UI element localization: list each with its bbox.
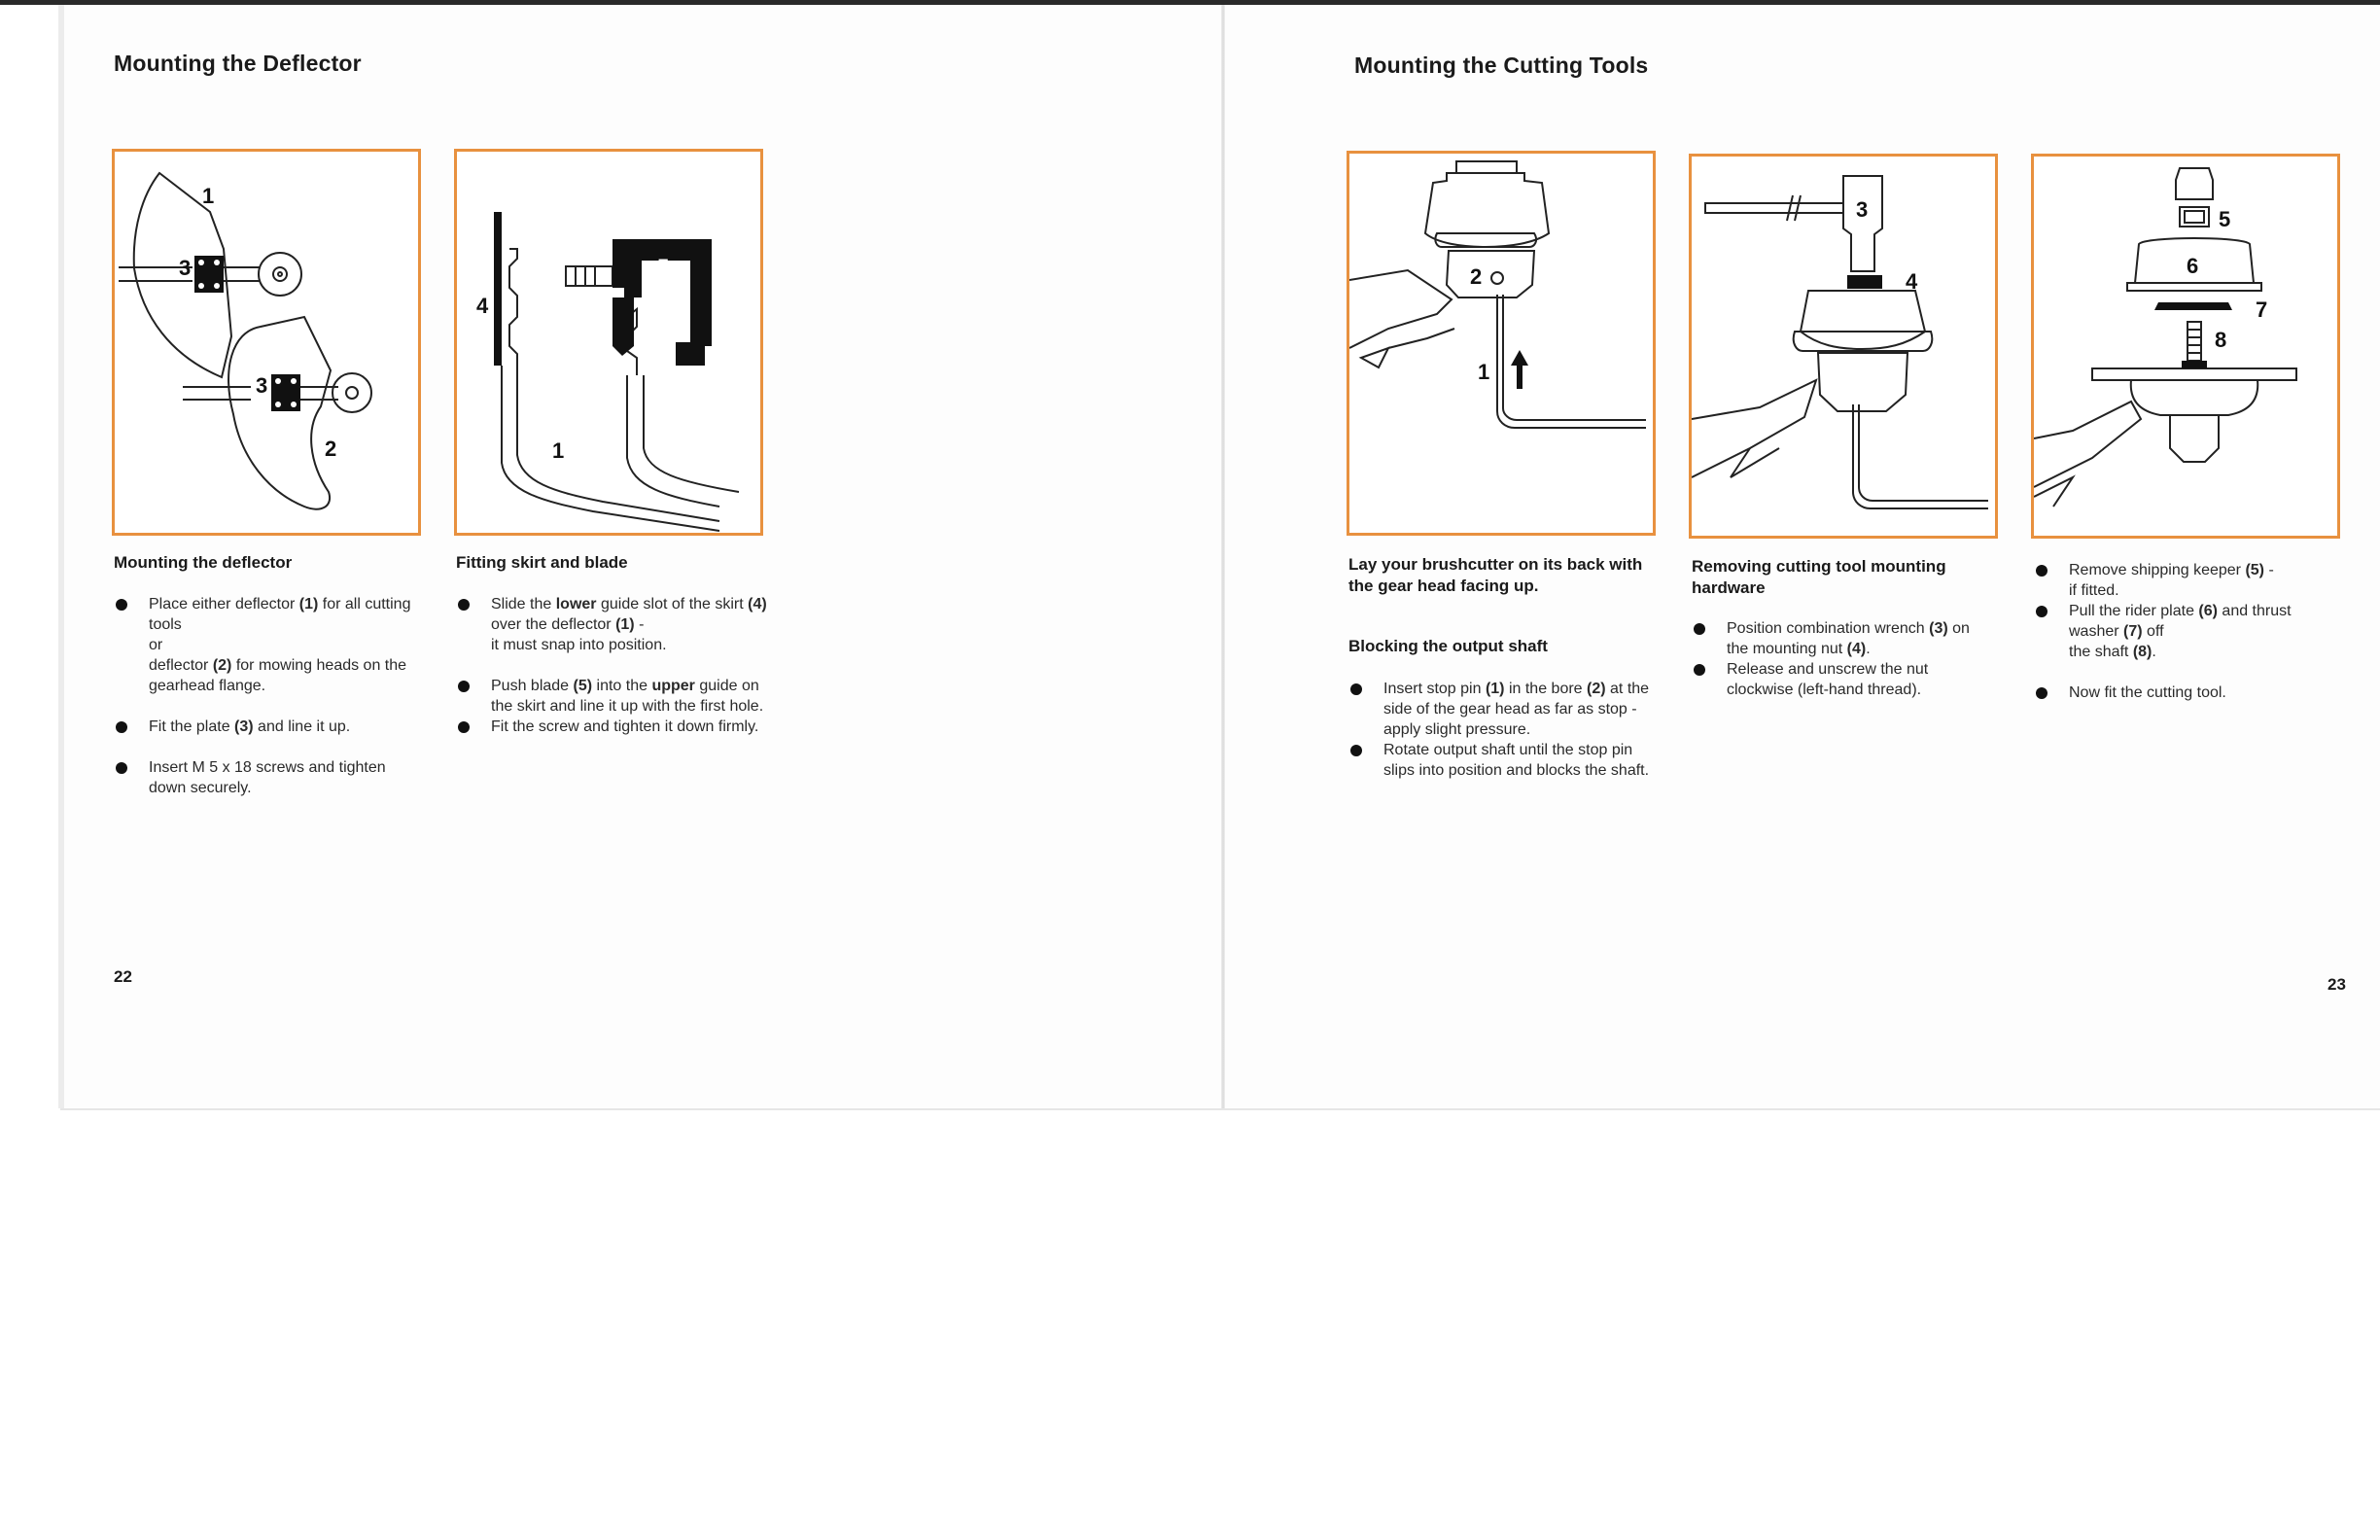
right-col1-bullets (1348, 679, 1656, 781)
fig1-label-2: 2 (325, 437, 337, 461)
fig4-label-3: 3 (1856, 197, 1869, 222)
fig5-label-8: 8 (2215, 328, 2227, 352)
fig1-label-3b: 3 (256, 373, 268, 398)
left-col2-bullets (456, 594, 767, 737)
fig1-label-3a: 3 (179, 256, 192, 280)
figure-rider-plate (2031, 154, 2340, 539)
right-page-number: 23 (2328, 975, 2346, 994)
deflector-illustration (115, 152, 418, 533)
right-page-title: Mounting the Cutting Tools (1354, 52, 1649, 78)
bullet: Release and unscrew the nut clockwise (left-hand thread). (1692, 659, 1983, 700)
left-page-number: 22 (114, 967, 132, 986)
right-col1-subheading: Blocking the output shaft (1348, 637, 1548, 655)
fig5-label-5: 5 (2219, 207, 2231, 231)
bullet: Fit the plate (3) and line it up. (114, 717, 425, 737)
right-col1-heading: Lay your brushcutter on its back with the gear head facing up. (1348, 555, 1643, 595)
bullet: Rotate output shaft until the stop pin slips into position and blocks the shaft. (1348, 740, 1656, 781)
fig3-label-1: 1 (1478, 360, 1490, 384)
figure-skirt-blade (454, 149, 763, 536)
bullet: Insert stop pin (1) in the bore (2) at the side of the gear head as far as stop - apply slight pressure. (1348, 679, 1656, 740)
bullet: Push blade (5) into the upper guide on the skirt and line it up with the first hole. (456, 676, 767, 717)
bullet: Position combination wrench (3) on the mounting nut (4). (1692, 618, 1983, 659)
fig2-label-1: 1 (552, 438, 565, 463)
page-edge-shadow (58, 5, 64, 1108)
wrench-illustration (1692, 157, 1995, 536)
fig3-label-2: 2 (1470, 264, 1483, 289)
rider-plate-illustration (2034, 157, 2337, 536)
bullet: Remove shipping keeper (5) - if fitted. (2034, 560, 2326, 601)
left-col2-heading: Fitting skirt and blade (456, 553, 628, 572)
figure-stop-pin (1347, 151, 1656, 536)
stop-pin-illustration (1349, 154, 1653, 533)
figure-wrench (1689, 154, 1998, 539)
fig2-label-4: 4 (476, 294, 489, 318)
fig2-label-5: 5 (657, 255, 670, 279)
center-fold (1221, 5, 1225, 1108)
bullet: Fit the screw and tighten it down firmly. (456, 717, 767, 737)
right-col2-bullets (1692, 618, 1983, 700)
bullet: Place either deflector (1) for all cutting tools or deflector (2) for mowing heads on the gearhead flange. (114, 594, 425, 696)
fig4-label-4: 4 (1906, 269, 1918, 294)
bullet: Slide the lower guide slot of the skirt (4) over the deflector (1) - it must snap into position. (456, 594, 767, 655)
bullet: Insert M 5 x 18 screws and tighten down securely. (114, 757, 425, 798)
bullet: Now fit the cutting tool. (2034, 682, 2326, 703)
fig5-label-7: 7 (2256, 298, 2268, 322)
right-col3-bullets (2034, 560, 2326, 703)
left-page-title: Mounting the Deflector (114, 51, 362, 76)
bullet: Pull the rider plate (6) and thrust washer (7) off the shaft (8). (2034, 601, 2326, 662)
fig5-label-6: 6 (2187, 254, 2199, 278)
fig1-label-1: 1 (202, 184, 215, 208)
figure-deflectors (112, 149, 421, 536)
skirt-blade-illustration (457, 152, 760, 533)
left-col1-bullets (114, 594, 425, 798)
left-col1-heading: Mounting the deflector (114, 553, 293, 572)
right-col2-heading: Removing cutting tool mounting hardware (1692, 557, 1946, 597)
